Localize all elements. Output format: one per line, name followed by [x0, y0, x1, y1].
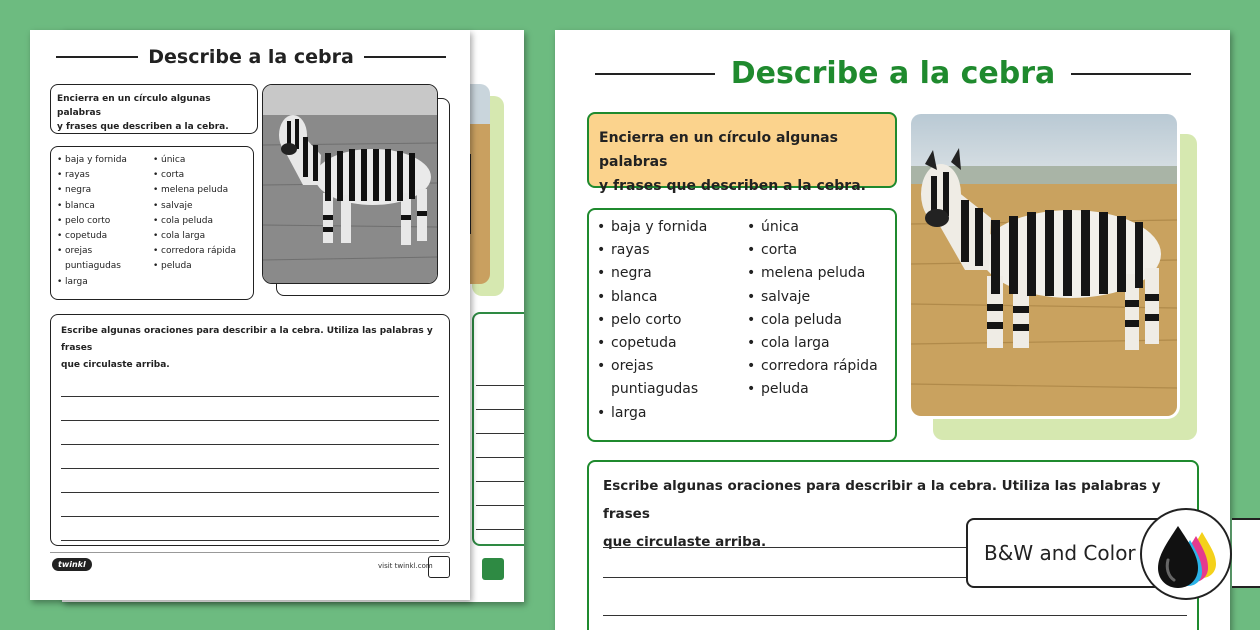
- instruction-line: y frases que describen a la cebra.: [57, 122, 229, 132]
- instruction-line: y frases que describen a la cebra.: [599, 178, 866, 194]
- zebra-photo-color: [911, 114, 1177, 416]
- word-column-1: [57, 153, 153, 290]
- word-item: • rayas: [597, 239, 747, 262]
- word-item: • negra: [597, 262, 747, 285]
- badge-tail: [1232, 518, 1260, 588]
- writing-prompt-line: que circulaste arriba.: [61, 360, 170, 370]
- word-item: • peluda: [153, 259, 253, 274]
- word-item: • orejas: [57, 244, 153, 259]
- word-item: • copetuda: [57, 229, 153, 244]
- writing-prompt-line: Escribe algunas oraciones para describir a la cebra. Utiliza las palabras y frases: [603, 478, 1161, 522]
- word-item: • negra: [57, 183, 153, 198]
- footer-logo: [52, 558, 92, 571]
- word-column-2: [747, 216, 897, 425]
- word-item: • corta: [747, 239, 897, 262]
- writing-lines-back: [476, 362, 524, 530]
- title-rule-right: [1071, 73, 1191, 75]
- badge-label: B&W and Color: [984, 541, 1136, 565]
- zebra-photo-bw: [262, 84, 438, 284]
- word-item: • melena peluda: [747, 262, 897, 285]
- word-item: • larga: [597, 402, 747, 425]
- badge-logo-icon: [428, 556, 450, 578]
- word-item: • pelo corto: [597, 309, 747, 332]
- word-item: • corta: [153, 168, 253, 183]
- word-item: • copetuda: [597, 332, 747, 355]
- page-title: Describe a la cebra: [730, 56, 1056, 91]
- worksheet-bw-front: [30, 30, 470, 600]
- word-item: puntiagudas: [611, 381, 699, 398]
- word-item: • cola peluda: [153, 214, 253, 229]
- word-item: • larga: [57, 275, 153, 290]
- word-item: • baja y fornida: [597, 216, 747, 239]
- writing-prompt-line: Escribe algunas oraciones para describir a la cebra. Utiliza las palabras y frases: [61, 326, 433, 353]
- word-item: • corredora rápida: [747, 355, 897, 378]
- instruction-box: [587, 112, 897, 194]
- footer-back: [482, 558, 504, 580]
- word-bank: [597, 216, 897, 425]
- word-bank-box: [587, 208, 897, 442]
- word-item: • salvaje: [153, 199, 253, 214]
- title-rule-right: [364, 56, 446, 58]
- bw-color-badge: [966, 518, 1166, 588]
- word-item: • única: [747, 216, 897, 239]
- word-item: • salvaje: [747, 286, 897, 309]
- word-item: • baja y fornida: [57, 153, 153, 168]
- word-column-2: [153, 153, 253, 290]
- title-row: [595, 56, 1191, 91]
- writing-prompt-line: que circulaste arriba.: [603, 534, 767, 550]
- writing-lines: [61, 373, 439, 541]
- word-item: • orejas: [597, 355, 747, 378]
- badge-logo-icon: [482, 558, 504, 580]
- instruction-text: [589, 114, 895, 210]
- word-item: • cola peluda: [747, 309, 897, 332]
- instruction-line: Encierra en un círculo algunas palabras: [57, 94, 211, 118]
- word-item: • peluda: [747, 378, 897, 401]
- word-item: • cola larga: [747, 332, 897, 355]
- word-bank-box: [50, 146, 254, 300]
- writing-prompt: [61, 323, 449, 374]
- title-rule-left: [595, 73, 715, 75]
- word-item: • pelo corto: [57, 214, 153, 229]
- footer-url: visit twinkl.com: [378, 562, 433, 570]
- word-item: • melena peluda: [153, 183, 253, 198]
- word-bank: [57, 153, 253, 290]
- writing-box: [50, 314, 450, 546]
- footer-rule: [50, 552, 450, 553]
- word-item: • única: [153, 153, 253, 168]
- title-row: [56, 46, 446, 68]
- word-item: • rayas: [57, 168, 153, 183]
- word-item: • blanca: [57, 199, 153, 214]
- title-rule-left: [56, 56, 138, 58]
- instruction-box: [50, 84, 258, 134]
- ink-drops-icon: [1140, 508, 1232, 600]
- word-item: • corredora rápida: [153, 244, 253, 259]
- word-item: puntiagudas: [65, 261, 121, 272]
- instruction-line: Encierra en un círculo algunas palabras: [599, 130, 838, 170]
- twinkl-logo: twinkl: [52, 558, 92, 571]
- word-item: • blanca: [597, 286, 747, 309]
- instruction-text: [51, 85, 257, 141]
- word-item: • cola larga: [153, 229, 253, 244]
- word-column-1: [597, 216, 747, 425]
- page-title: Describe a la cebra: [148, 46, 354, 68]
